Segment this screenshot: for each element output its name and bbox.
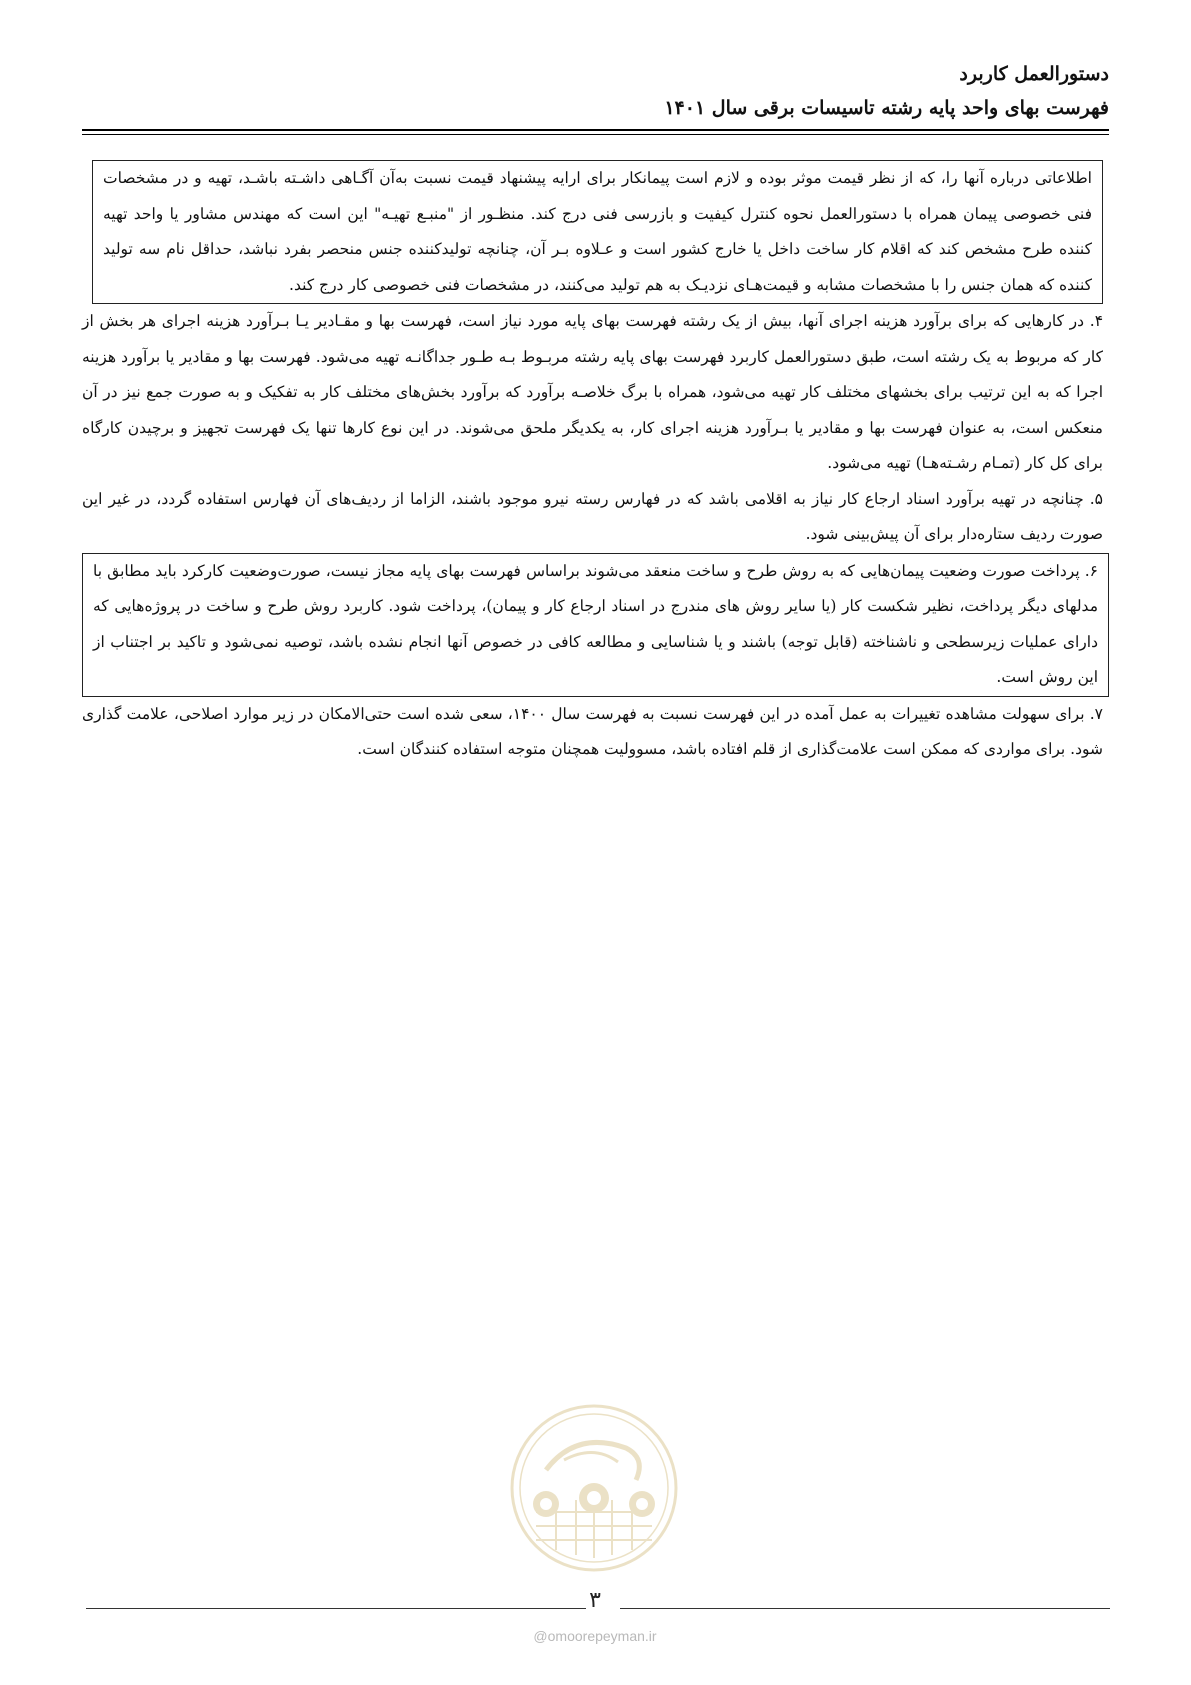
omoore-peyman-logo — [506, 1400, 682, 1576]
header-subtitle: فهرست بهای واحد پایه رشته تاسیسات برقی سال ۱۴۰۱ — [664, 97, 1109, 119]
paragraph-item-7: ۷. برای سهولت مشاهده تغییرات به عمل آمده در این فهرست نسبت به فهرست سال ۱۴۰۰، سعی شده است حتی‌الامکان در زیر موارد اصلاحی، علامت گذاری شود. برای مواردی که ممکن است علامت‌گذاری از قلم افتاده باشد، مسوولیت همچنان متوجه استفاده کنندگان است. — [82, 704, 1103, 758]
header-rule-thin — [82, 134, 1109, 135]
paragraph-item-4: ۴. در کارهایی که برای برآورد هزینه اجرای آنها، بیش از یک رشته فهرست بهای پایه مورد نیاز است، فهرست بها و مقـادیر یـا بـرآورد هزینه اجرای هر بخش از کار که مربوط به یک رشته است، طبق دستورالعمل کاربرد فهرست بهای پایه رشته مربـوط بـه طـور جداگانـه تهیه می‌شود. فهرست بها و مقادیر یا برآورد هزینه اجرا که به این ترتیب برای بخشهای مختلف کار تهیه می‌شود، همراه با برگ خلاصـه برآورد که برآورد بخش‌های مختلف کار به تفکیک و به صورت جمع نیز در آن منعکس است، به عنوان فهرست بها و مقادیر یا بـرآورد هزینه اجرای کار، به یکدیگر ملحق می‌شوند. در این نوع کارها تنها یک فهرست تجهیز و برچیدن کارگاه برای کل کار (تمـام رشـته‌هـا) تهیه می‌شود. — [82, 312, 1104, 472]
header-rule-thick — [82, 129, 1109, 131]
header-title: دستورالعمل کاربرد — [959, 63, 1109, 85]
boxed-paragraph-item-6: ۶. پرداخت صورت وضعیت پیمان‌هایی که به روش طرح و ساخت منعقد می‌شوند براساس فهرست بهای پایه مجاز نیست، صورت‌وضعیت کارکرد باید مطابق با مدلهای دیگر پرداخت، نظیر شکست کار (یا سایر روش های مندرج در اسناد ارجاع کار و پیمان)، پرداخت شود. کاربرد روش طرح و ساخت در پروژه‌هایی که دارای عملیات زیرسطحی و ناشناخته (قابل توجه) باشند و یا شناسایی و مطالعه کافی در خصوص آنها انجام نشده باشد، توصیه نمی‌شود و تاکید بر اجتناب از این روش است. — [82, 553, 1109, 697]
footer-rule-left — [86, 1608, 586, 1609]
paragraph-item-5: ۵. چنانچه در تهیه برآورد اسناد ارجاع کار نیاز به اقلامی باشد که در فهارس رسته نیرو موجود باشند، الزاما از ردیف‌های آن فهارس استفاده گردد، در غیر این صورت ردیف ستاره‌دار برای آن پیش‌بینی شود. — [82, 489, 1103, 543]
footer-rule-right — [620, 1608, 1110, 1609]
document-body — [82, 160, 1109, 768]
boxed-paragraph-source-info: اطلاعاتی درباره آنها را، که از نظر قیمت موثر بوده و لازم است پیمانکار برای ارایه پیشنهاد قیمت نسبت به‌آن آگـاهی داشـته باشـد، تهیه و در مشخصات فنی خصوصی پیمان همراه با دستورالعمل نحوه کنترل کیفیت و بازرسی فنی درج کند. منظـور از "منبـع تهیـه" این است که مهندس مشاور یا واحد تهیه کننده طرح مشخص کند که اقلام کار ساخت داخل یا خارج کشور است و عـلاوه بـر آن، چنانچه تولیدکننده جنس منحصر بفرد نباشد، حداقل نام سه تولید کننده که همان جنس را با مشخصات مشابه و قیمت‌هـای نزدیـک به هم تولید می‌کنند، در مشخصات فنی خصوصی کار درج کند. — [92, 160, 1103, 304]
page-number: ۳ — [589, 1588, 601, 1613]
website-watermark: @omoorepeyman.ir — [533, 1628, 657, 1644]
page-header — [82, 60, 1109, 122]
